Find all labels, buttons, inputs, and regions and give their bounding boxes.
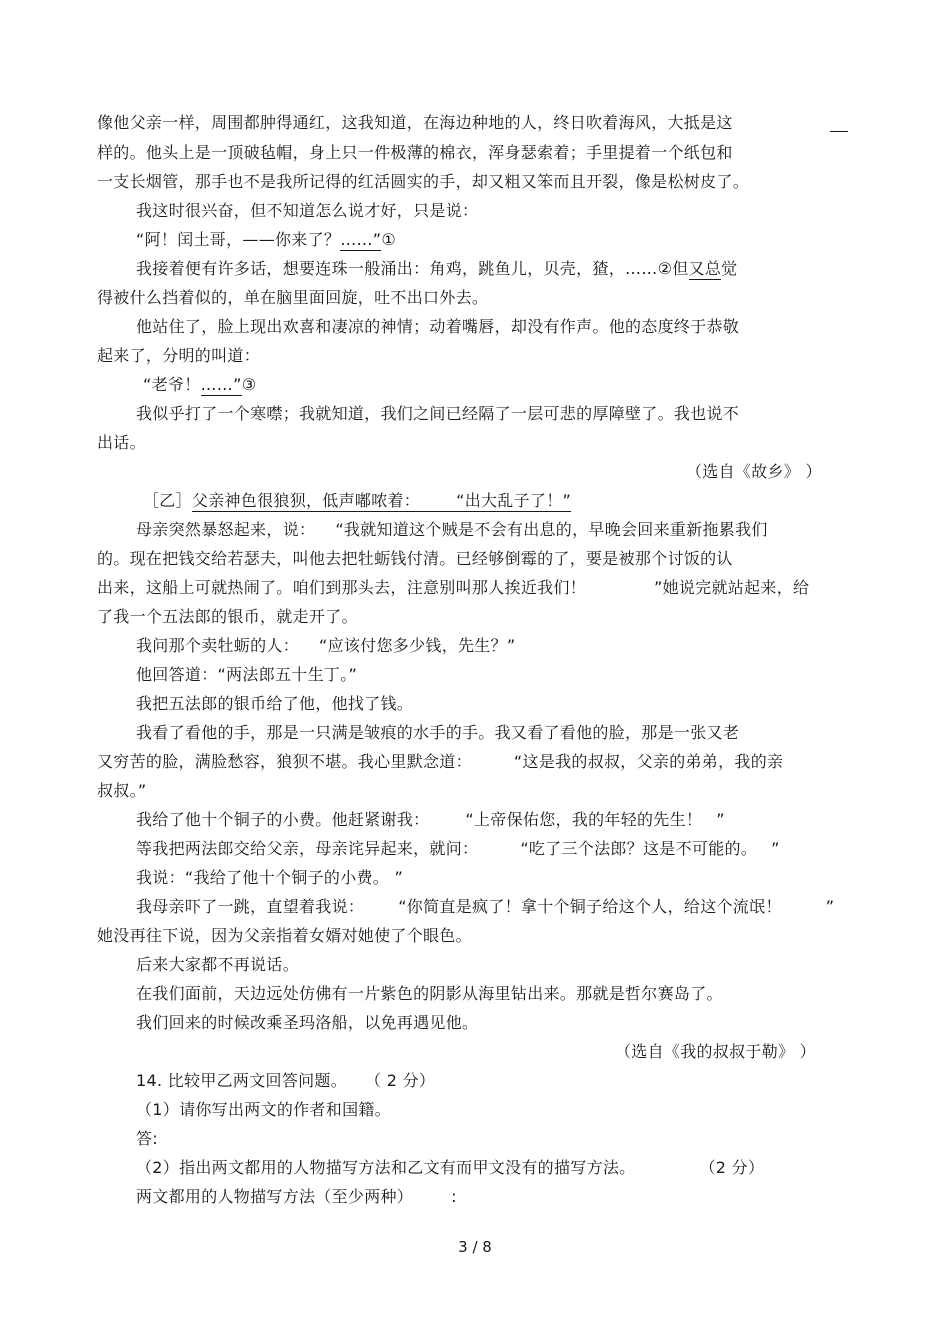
answer-line: 两文都用的人物描写方法（至少两种） : — [136, 1187, 457, 1206]
text-line: 像他父亲一样，周围都肿得通红，这我知道，在海边种地的人，终日吹着海风，大抵是这 — [97, 113, 733, 132]
text-line: 我给了他十个铜子的小费。他赶紧谢我： “上帝保佑您，我的年轻的先生！ ” — [136, 810, 725, 829]
text-line: 我问那个卖牡蛎的人： “应该付您多少钱，先生？” — [136, 636, 516, 655]
text-line: 样的。他头上是一顶破毡帽，身上只一件极薄的棉衣，浑身瑟索着；手里提着一个纸包和 — [97, 143, 733, 162]
question-title: 14. 比较甲乙两文回答问题。 （ 2 分） — [136, 1071, 436, 1090]
text-line: 后来大家都不再说话。 — [136, 955, 300, 974]
text-line: 我接着便有许多话，想要连珠一般涌出：角鸡，跳鱼儿，贝壳，猹，……②但又总觉 — [136, 259, 738, 278]
text-line: 我这时很兴奋，但不知道怎么说才好，只是说： — [136, 201, 479, 220]
page-number: 3 / 8 — [458, 1238, 492, 1256]
text-line: 出来，这船上可就热闹了。咱们到那头去，注意别叫那人挨近我们！ ”她说完就站起来，给 — [97, 578, 810, 597]
text-line: ［乙］父亲神色很狼狈，低声嘟哝着： “出大乱子了！” — [143, 491, 572, 510]
question-item: （1）请你写出两文的作者和国籍。 — [136, 1100, 391, 1119]
text-line: 我把五法郎的银币给了他，他找了钱。 — [136, 694, 414, 713]
underlined-text: 又总 — [688, 259, 722, 278]
text-line: 他回答道：“两法郎五十生丁。” — [136, 665, 358, 684]
text-line: 母亲突然暴怒起来，说： “我就知道这个贼是不会有出息的，早晚会回来重新拖累我们 — [136, 520, 768, 539]
text-line: 她没再往下说，因为父亲指着女婿对她使了个眼色。 — [97, 926, 472, 945]
text-line: 我们回来的时候改乘圣玛洛船，以免再遇见他。 — [136, 1013, 479, 1032]
underlined-text: ……” — [340, 230, 382, 249]
source-citation: （选自《故乡》 ） — [686, 462, 822, 481]
source-citation: （选自《我的叔叔于勒》 ） — [615, 1042, 816, 1061]
text-line: 等我把两法郎交给父亲，母亲诧异起来，就问： “吃了三个法郎？这是不可能的。 ” — [136, 839, 780, 858]
question-item: （2）指出两文都用的人物描写方法和乙文有而甲文没有的描写方法。 （2 分） — [136, 1158, 765, 1177]
text-line: 他站住了，脸上现出欢喜和凄凉的神情；动着嘴唇，却没有作声。他的态度终于恭敬 — [136, 317, 740, 336]
text-line: 我似乎打了一个寒噤；我就知道，我们之间已经隔了一层可悲的厚障壁了。我也说不 — [136, 404, 740, 423]
text-line: “阿！闰土哥，——你来了？……”① — [136, 230, 397, 249]
text-line: 了我一个五法郎的银币，就走开了。 — [97, 607, 358, 626]
text-line: 又穷苦的脸，满脸愁容，狼狈不堪。我心里默念道： “这是我的叔叔，父亲的弟弟，我的亲 — [97, 752, 784, 771]
text-line: 出话。 — [97, 433, 146, 452]
text-line: 我看了看他的手，那是一只满是皱痕的水手的手。我又看了看他的脸，那是一张又老 — [136, 723, 740, 742]
text-line: 我说：“我给了他十个铜子的小费。 ” — [136, 868, 404, 887]
margin-dash — [830, 131, 848, 132]
text-line: 一支长烟管，那手也不是我所记得的红活圆实的手，却又粗又笨而且开裂，像是松树皮了。 — [97, 172, 750, 191]
underlined-text: ……” — [200, 375, 242, 394]
text-line: 起来了，分明的叫道： — [97, 346, 261, 365]
underlined-text: 父亲神色很狼狈，低声嘟哝着： “出大乱子了！” — [191, 491, 572, 510]
text-line: “老爷！……”③ — [143, 375, 257, 394]
text-line: 得被什么挡着似的，单在脑里面回旋，吐不出口外去。 — [97, 288, 489, 307]
text-line: 我母亲吓了一跳，直望着我说： “你简直是疯了！拿十个铜子给这个人，给这个流氓！ ” — [136, 897, 835, 916]
answer-label: 答: — [136, 1129, 158, 1148]
text-line: 叔叔。” — [97, 781, 147, 800]
text-line: 的。现在把钱交给若瑟夫，叫他去把牡蛎钱付清。已经够倒霉的了，要是被那个讨饭的认 — [97, 549, 733, 568]
text-line: 在我们面前，天边远处仿佛有一片紫色的阴影从海里钻出来。那就是哲尔赛岛了。 — [136, 984, 723, 1003]
